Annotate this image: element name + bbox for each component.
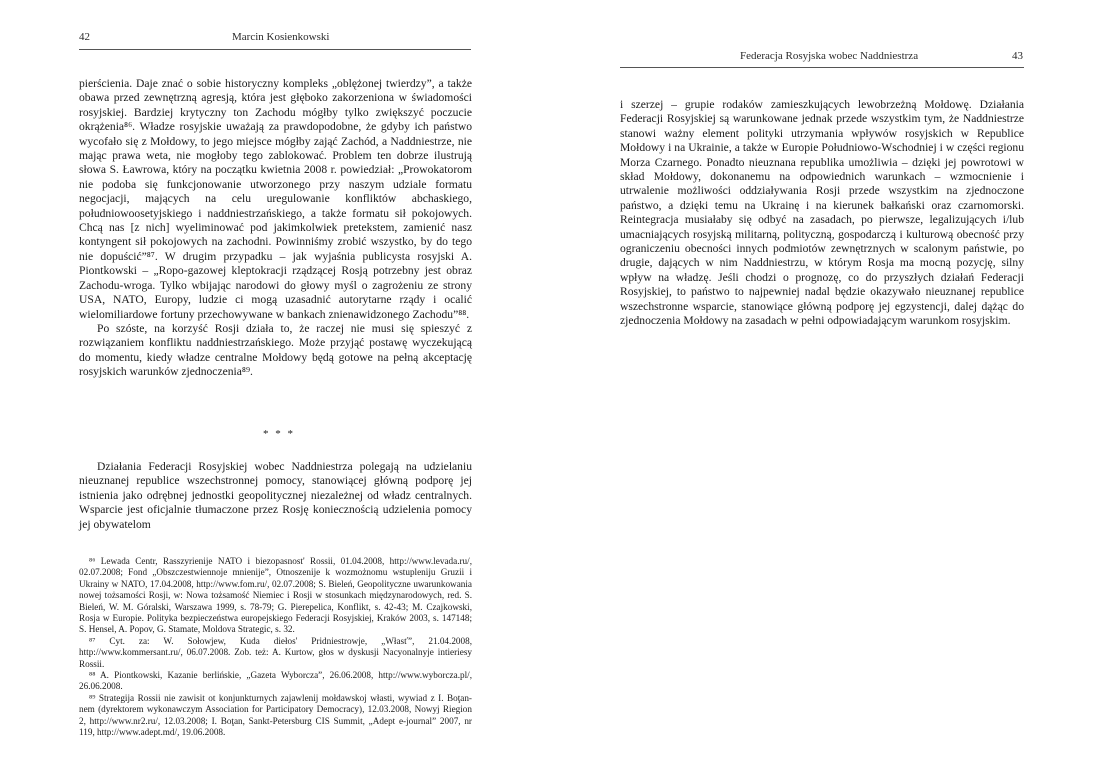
footnote: ⁸⁶ Lewada Centr, Rasszyrienije NATO i biezopasnost' Rossii, 01.04.2008, http://www.levada.ru/, 02.07.2008; Fond „Obszczestwiennoje mnienije”, Otnoszenije k wozmożnomu wstupleniju Gruzii i Ukrainy w NATO, 17.04.2008, http://www.fom.ru/, 02.07.2008; S. Bieleń, Geopolityczne uwarunkowania nowej tożsamości Rosji, w: Nowa tożsamość Niemiec i Rosji w stosunkach międzynarodowych, red. S. Bieleń, W. M. Góralski, Warszawa 1999, s. 78-79; G. Pierepelica, Konflikt, s. 42-43; M. Czajkowski, Rosja w Europie. Polityka bezpieczeństwa europejskiego Federacji Rosyjskiej, Kraków 2003, s. 147148; S. Hensel, A. Popov, G. Stamate, Moldova Strategic, s. 32. (79, 556, 472, 635)
footnotes (79, 556, 472, 739)
header-rule (620, 67, 1024, 68)
paragraph: Po szóste, na korzyść Rosji działa to, że raczej nie musi się spieszyć z rozwiązaniem konfliktu naddniestrzańskiego. Może przyjąć postawę wyczekującą do momentu, kiedy władze centralne Mołdowy będą gotowe na pełną akceptację rosyjskich warunków zjednoczenia⁸⁹. (79, 321, 472, 379)
page-number: 43 (1012, 50, 1023, 62)
footnote: ⁸⁸ A. Piontkowski, Kazanie berlińskie, „Gazeta Wyborcza”, 26.06.2008, http://www.wyborcza.pl/, 26.06.2008. (79, 670, 472, 692)
footnote: ⁸⁹ Strategija Rossii nie zawisit ot konjunkturnych zajawlenij mołdawskoj własti, wywiad z I. Boţan-nem (dyrektorem wykonawczym Association for Participatory Democracy), 12.03.2008, Nowyj Riegion 2, http://www.nr2.ru/, 12.03.2008; I. Boţan, Sankt-Petersburg CIS Summit, „Adept e-journal” 2007, nr 119, http://www.adept.md/, 19.06.2008. (79, 692, 472, 738)
paragraph: pierścienia. Daje znać o sobie historyczny kompleks „oblężonej twierdzy”, a także obawa przed zewnętrzną agresją, która jest głęboko zakorzeniona w świadomości rosyjskiej. Bardziej krytyczny ton Zachodu mógłby tylko zwiększyć poczucie okrążenia⁸⁶. Władze rosyjskie uważają za prawdopodobne, że gdyby ich państwo wycofało się z Mołdowy, to jego miejsce mógłby zająć Zachód, a Naddniestrze, nie mając prawa weta, nie mogłoby tego zablokować. Problem ten dobrze ilustrują słowa S. Ławrowa, który na początku kwietnia 2008 r. powiedział: „Prowokatorom nie podoba się funkcjonowanie utworzonego przy naszym udziale formatu negocjacji, mających na celu uregulowanie konfliktów abchaskiego, południowoosetyjskiego i naddniestrzańskiego, a także formatu sił pokojowych. Chcą nas [z nich] wyeliminować pod jakimkolwiek pretekstem, zamienić nasz kontyngent sił pokojowych na zachodni. Powinniśmy zrobić wszystko, by do tego nie dopuścić”⁸⁷. W drugim przypadku – jak wyjaśnia publicysta rosyjski A. Piontkowski – „Ropo-gazowej kleptokracji rządzącej Rosją potrzebny jest obraz Zachodu-wroga. Tylko wbijając narodowi do głowy myśl o zagrożeniu ze strony USA, NATO, Europy, ludzie ci mogą uzasadnić autorytarne rządy i ocalić wielomiliardowe fortuny przechowywane w bankach znienawidzonego Zachodu”⁸⁸. (79, 77, 472, 321)
section-separator: * * * (263, 428, 295, 440)
body-text-bottom (79, 460, 472, 532)
paragraph: Działania Federacji Rosyjskiej wobec Naddniestrza polegają na udzielaniu nieuznanej republice wszechstronnej pomocy, stanowiącej główną podporę jej istnienia jako odrębnej jednostki geopolitycznej niezależnej od władz centralnych. Wsparcie jest oficjalnie tłumaczone przez Rosję koniecznością udzielenia pomocy jej obywatelom (79, 460, 472, 531)
body-text-top (79, 77, 472, 380)
paragraph: i szerzej – grupie rodaków zamieszkujących lewobrzeżną Mołdowę. Działania Federacji Rosyjskiej są warunkowane jednak przede wszystkim tym, że Naddniestrze stanowi ważny element polityki utrzymania wpływów rosyjskich w Republice Mołdowy i na Ukrainie, a także w Europie Południowo-Wschodniej i w części regionu Morza Czarnego. Ponadto nieuznana republika umożliwia – dzięki jej powrotowi w skład Mołdowy, dokonanemu na odpowiednich warunkach – wzmocnienie i utrwalenie możliwości oddziaływania Rosji przede wszystkim na zjednoczone państwo, a dzięki temu na Ukrainę i na kierunek bałkański oraz czarnomorski. Reintegracja musiałaby się odbyć na zasadach, po pierwsze, legalizujących i/lub umacniających rosyjską militarną, polityczną, gospodarczą i kulturową obecność przy ograniczeniu obecności innych podmiotów zewnętrznych w scalonym państwie, po drugie, dających w nim Naddniestrzu, w którym Rosja ma mocną pozycję, silny wpływ na władzę. Jeśli chodzi o prognozę, co do przyszłych działań Federacji Rosyjskiej, to państwo to najpewniej nadal będzie okazywało nieuznanej republice wszechstronne wsparcie, stanowiące główną podporę jej egzystencji, dalej dążąc do zjednoczenia Mołdowy na zasadach w pełni odpowiadającym warunkom rosyjskim. (620, 98, 1024, 328)
body-text (620, 98, 1024, 329)
header-rule (79, 49, 471, 50)
running-header: Federacja Rosyjska wobec Naddniestrza (740, 50, 919, 62)
page-number: 42 (79, 31, 90, 43)
footnote: ⁸⁷ Cyt. za: W. Sołowjew, Kuda diełos' Pridniestrowje, „Własť”, 21.04.2008, http://www.kommersant.ru/, 06.07.2008. Zob. też: A. Kurtow, głos w dyskusji Nacyonalnyje intieriesy Rossii. (79, 635, 472, 669)
right-page (550, 0, 1100, 782)
running-header: Marcin Kosienkowski (232, 31, 330, 43)
